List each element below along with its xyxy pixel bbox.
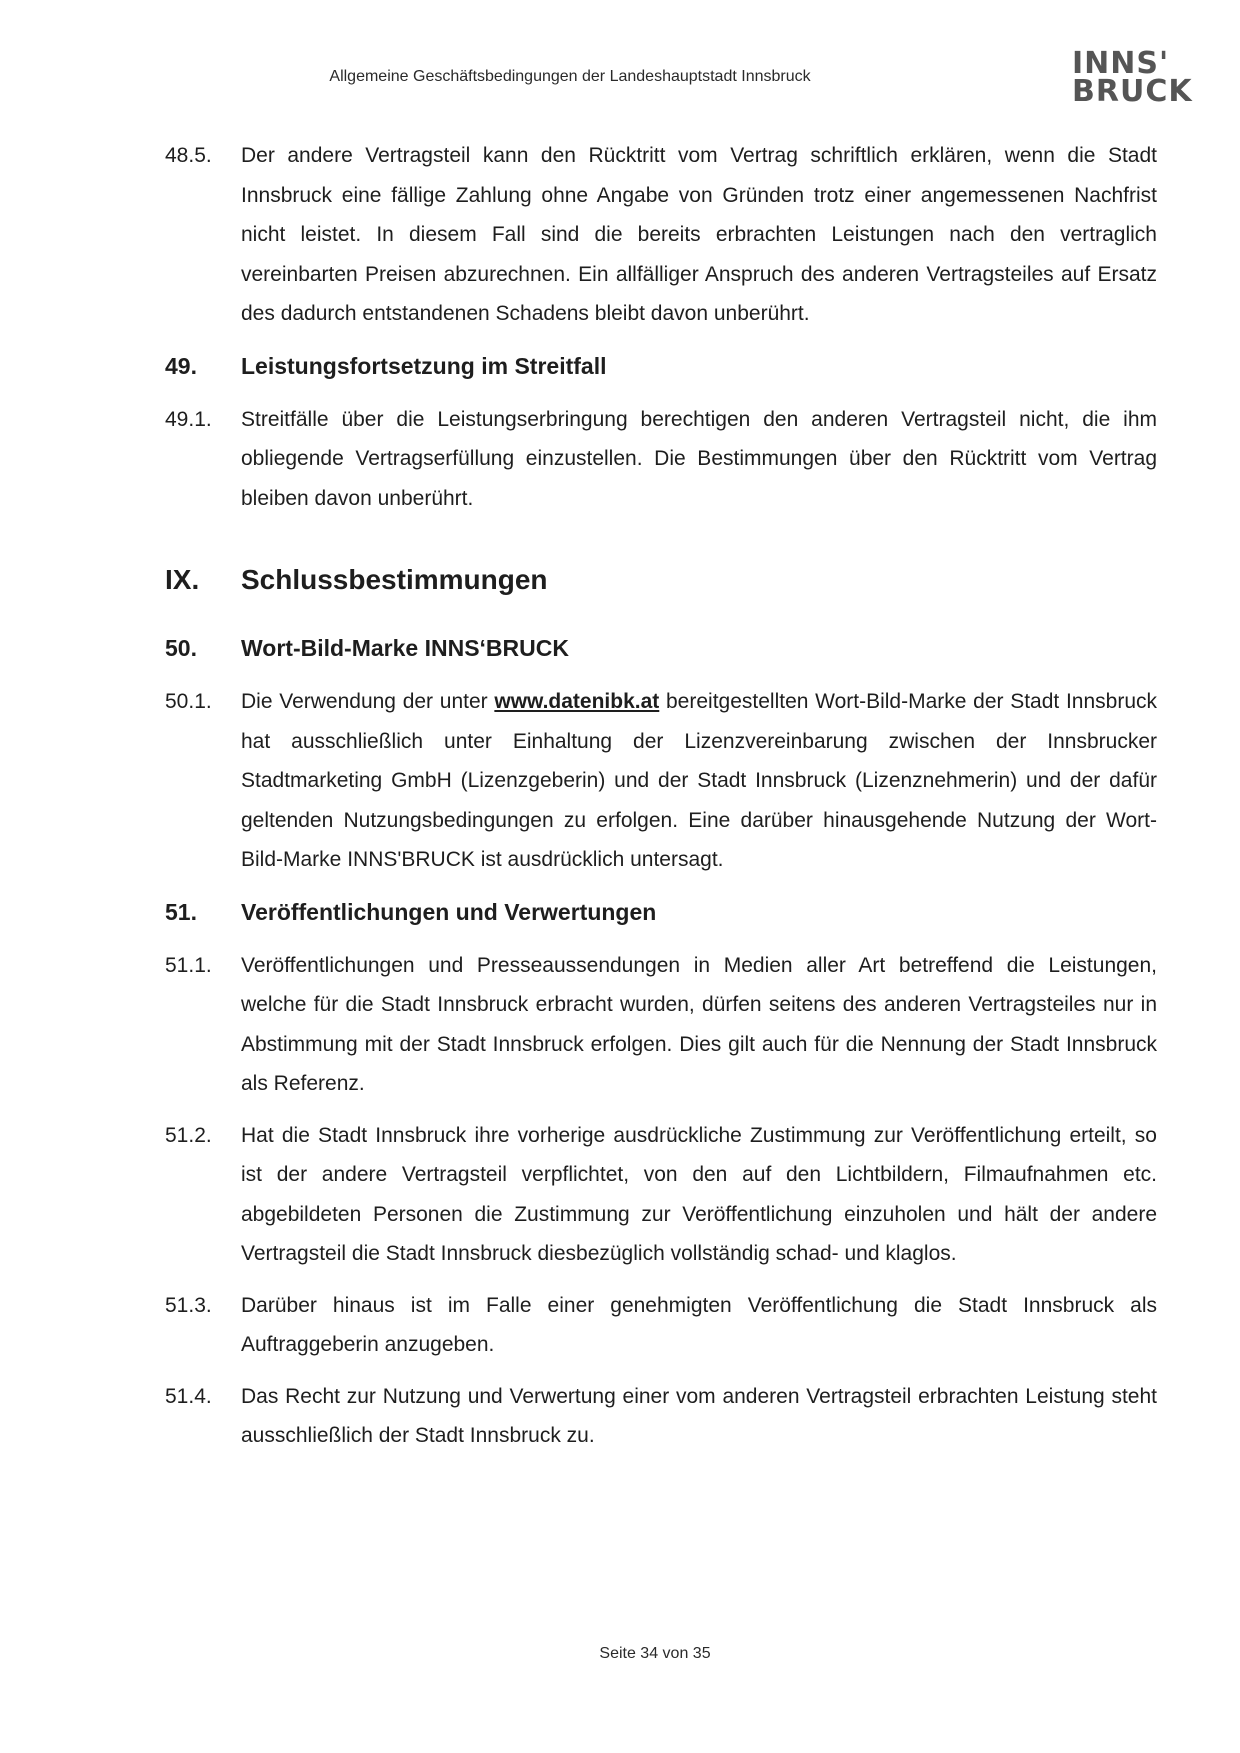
clause-text: Hat die Stadt Innsbruck ihre vorherige ausdrückliche Zustimmung zur Veröffentlichung erteilt, so ist der andere Vertragsteil verpflichtet, von den auf den Lichtbildern, Filmaufnahmen etc. abgebildeten Personen die Zustimmung zur Veröffentlichung einzuholen und hält der andere Vertragsteil die Stadt Innsbruck diesbezüglich vollständig schad- und klaglos. (241, 1123, 1157, 1265)
logo-line-2: BRUCK (1072, 74, 1193, 109)
clause-51-1 (165, 946, 1157, 1104)
clause-text: Streitfälle über die Leistungserbringung berechtigen den anderen Vertragsteil nicht, die ihm obliegende Vertragserfüllung einzustellen. Die Bestimmungen über den Rücktritt vom Vertrag bleiben davon unberührt. (241, 407, 1157, 510)
clause-number: 51.3. (165, 1293, 212, 1317)
clause-text-after-link: bereitgestellten Wort-Bild-Marke der Stadt Innsbruck hat ausschließlich unter Einhaltung der Lizenzvereinbarung zwischen der Innsbrucker Stadtmarketing GmbH (Lizenzgeberin) und der Stadt Innsbruck (Lizenznehmerin) und der dafür geltenden Nutzungsbedingungen zu erfolgen. Eine darüber hinausgehende Nutzung der Wort-Bild-Marke INNS'BRUCK ist ausdrücklich untersagt. (241, 690, 1158, 871)
clause-50-1 (165, 682, 1157, 880)
section-title: Leistungsfortsetzung im Streitfall (241, 352, 607, 379)
clause-51-3 (165, 1286, 1157, 1365)
clause-51-4 (165, 1377, 1157, 1456)
clause-number: 51.2. (165, 1123, 212, 1147)
clause-text: Veröffentlichungen und Presseaussendungen in Medien aller Art betreffend die Leistungen, welche für die Stadt Innsbruck erbracht wurden, dürfen seitens des anderen Vertragsteiles nur in Abstimmung mit der Stadt Innsbruck erfolgen. Dies gilt auch für die Nennung der Stadt Innsbruck als Referenz. (241, 953, 1157, 1095)
clause-number: 48.5. (165, 144, 212, 167)
section-title: Wort-Bild-Marke INNS‘BRUCK (241, 635, 569, 661)
section-number: 51. (165, 898, 197, 925)
chapter-title: Schlussbestimmungen (241, 564, 548, 595)
section-number: 49. (165, 352, 197, 379)
clause-48-5 (165, 136, 1157, 334)
section-title: Veröffentlichungen und Verwertungen (241, 898, 657, 925)
datenibk-link[interactable]: www.datenibk.at (494, 690, 660, 713)
clause-number: 51.4. (165, 1384, 212, 1408)
section-49-heading (165, 346, 1157, 386)
chapter-number: IX. (165, 564, 200, 595)
clause-text: Darüber hinaus ist im Falle einer genehmigten Veröffentlichung die Stadt Innsbruck als Auftraggeberin anzugeben. (241, 1293, 1157, 1356)
header-title: Allgemeine Geschäftsbedingungen der Landeshauptstadt Innsbruck (329, 68, 811, 85)
innsbruck-logo (1072, 46, 1193, 109)
clause-text: Das Recht zur Nutzung und Verwertung einer vom anderen Vertragsteil erbrachten Leistung steht ausschließlich der Stadt Innsbruck zu. (241, 1384, 1157, 1447)
logo-line-1: INNS' (1072, 46, 1170, 81)
section-number: 50. (165, 635, 197, 661)
clause-text-before-link: Die Verwendung der unter (241, 690, 495, 713)
clause-51-2 (165, 1116, 1157, 1274)
clause-number: 51.1. (165, 953, 212, 977)
clause-number: 49.1. (165, 407, 212, 431)
clause-text (241, 682, 1157, 880)
clause-49-1 (165, 400, 1157, 519)
section-50-heading (165, 628, 1157, 668)
page-number: Seite 34 von 35 (599, 1645, 711, 1662)
document-body (165, 136, 1157, 1468)
chapter-ix-heading (165, 554, 1157, 606)
clause-text: Der andere Vertragsteil kann den Rücktritt vom Vertrag schriftlich erklären, wenn die Stadt Innsbruck eine fällige Zahlung ohne Angabe von Gründen trotz einer angemessenen Nachfrist nicht leistet. In diesem Fall sind die bereits erbrachten Leistungen nach den vertraglich vereinbarten Preisen abzurechnen. Ein allfälliger Anspruch des anderen Vertragsteiles auf Ersatz des dadurch entstandenen Schadens bleibt davon unberührt. (241, 144, 1157, 325)
section-51-heading (165, 892, 1157, 932)
clause-number: 50.1. (165, 690, 212, 713)
